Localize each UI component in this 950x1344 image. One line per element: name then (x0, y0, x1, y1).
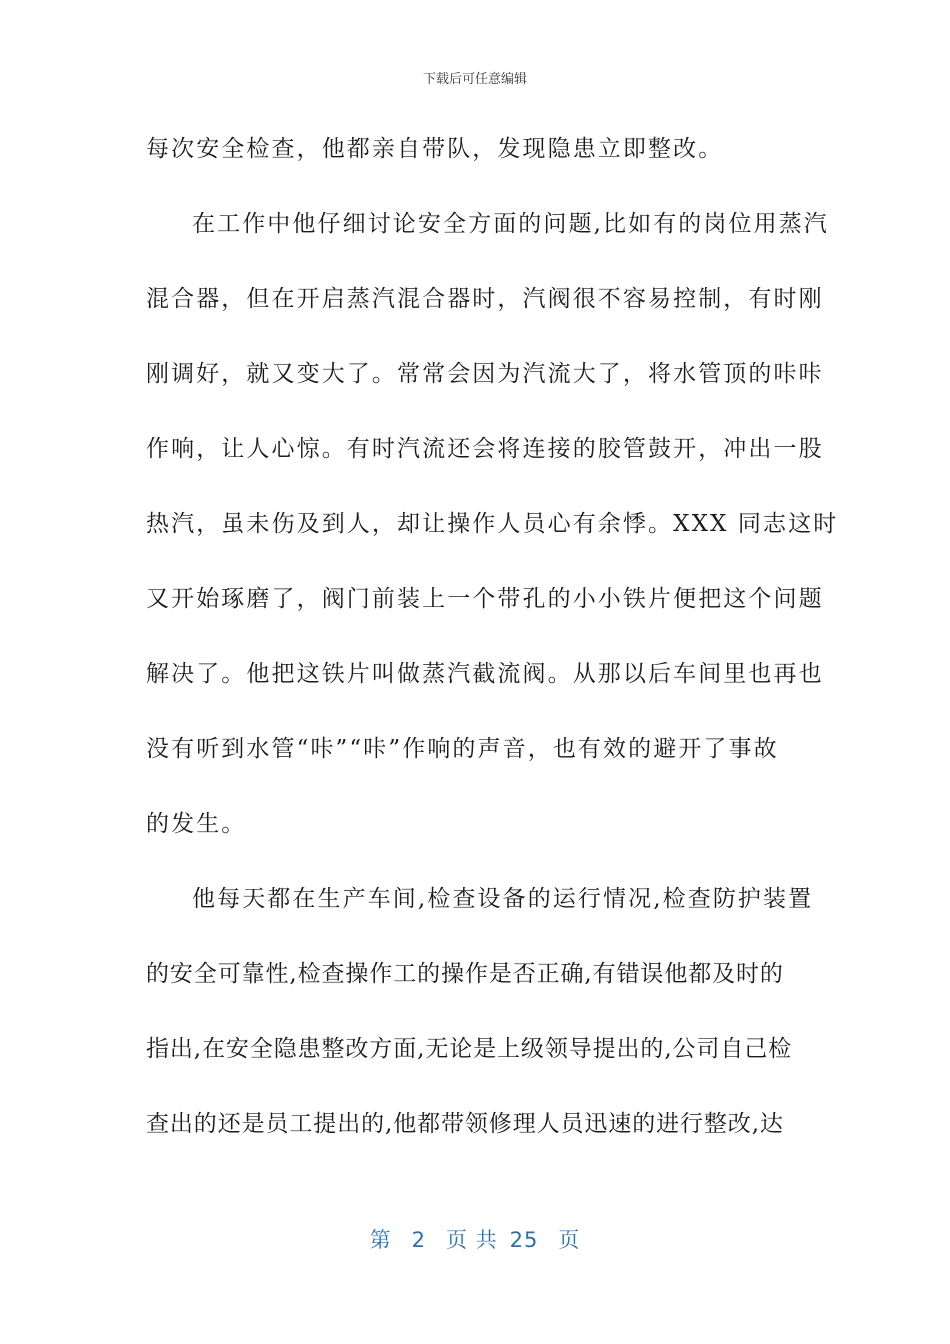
total-page-count: 25 (509, 1228, 539, 1252)
text-line: 的安全可靠性,检查操作工的操作是否正确,有错误他都及时的 (146, 961, 784, 987)
text-line: 查出的还是员工提出的,他都带领修理人员迅速的进行整改,达 (146, 1111, 784, 1137)
text-line: 解决了。他把这铁片叫做蒸汽截流阀。从那以后车间里也再也 (146, 661, 824, 687)
paragraph-start-line: 在工作中他仔细讨论安全方面的问题,比如有的岗位用蒸汽 (192, 211, 829, 237)
text-line: 没有听到水管“咔”“咔”作响的声音，也有效的避开了事故 (146, 736, 779, 762)
document-body (146, 112, 839, 1162)
text-line: 指出,在安全隐患整改方面,无论是上级领导提出的,公司自己检 (146, 1036, 793, 1062)
text-line: 混合器，但在开启蒸汽混合器时，汽阀很不容易控制，有时刚 (146, 286, 824, 312)
text-line: 刚调好，就又变大了。常常会因为汽流大了，将水管顶的咔咔 (146, 361, 824, 387)
footer-suffix: 页 (558, 1228, 581, 1252)
page-number-footer (0, 1224, 950, 1254)
text-line: 热汽，虽未伤及到人，却让操作人员心有余悸。XXX 同志这时 (146, 511, 839, 537)
page-header-note: 下载后可任意编辑 (422, 72, 527, 87)
text-line: 每次安全检查，他都亲自带队，发现隐患立即整改。 (146, 136, 724, 162)
footer-prefix: 第 (369, 1228, 392, 1252)
footer-middle: 页 共 (445, 1228, 498, 1252)
text-line: 作响，让人心惊。有时汽流还会将连接的胶管鼓开，冲出一股 (146, 436, 824, 462)
paragraph-start-line: 他每天都在生产车间,检查设备的运行情况,检查防护装置 (192, 886, 814, 912)
text-line: 又开始琢磨了，阀门前装上一个带孔的小小铁片便把这个问题 (146, 586, 824, 612)
current-page-number: 2 (411, 1228, 426, 1252)
text-line: 的发生。 (146, 811, 247, 837)
